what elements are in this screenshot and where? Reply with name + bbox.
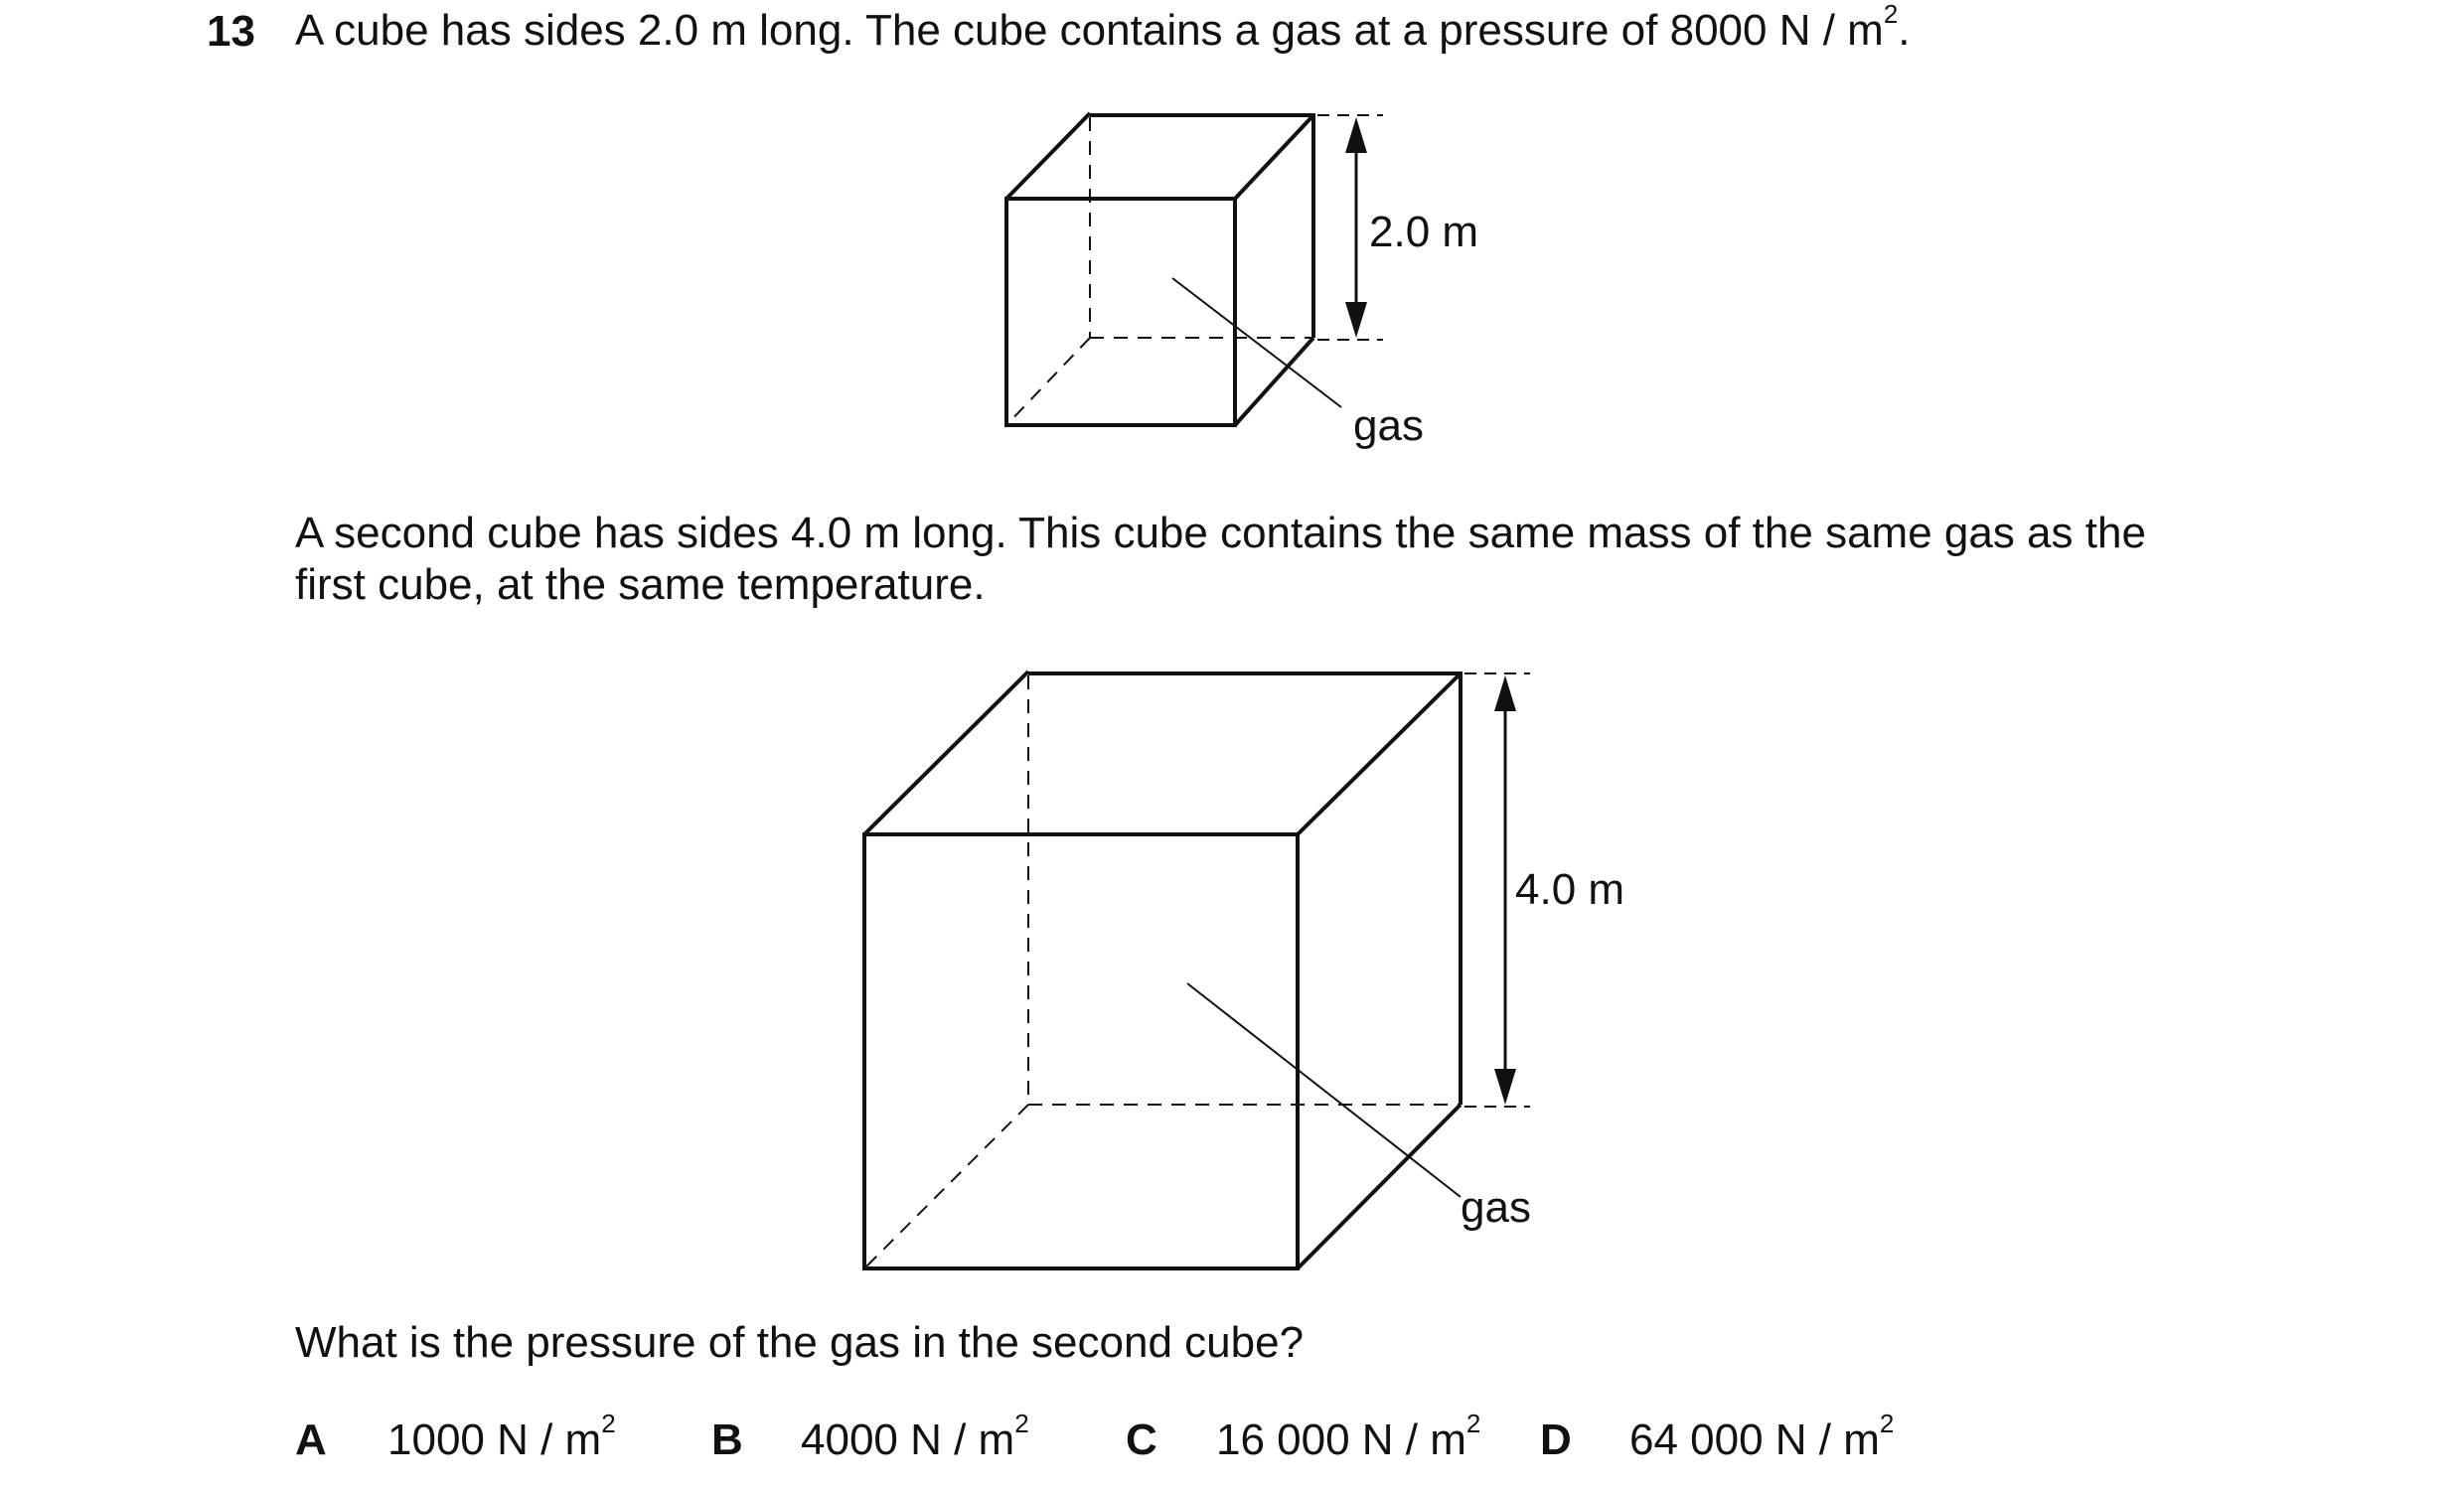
option-c-value[interactable]: [1216, 1409, 1481, 1468]
cube-large-front-face: [864, 834, 1298, 1268]
option-a-value-text: 1000 N / m: [387, 1416, 602, 1464]
option-a-value[interactable]: [387, 1409, 616, 1468]
option-d-letter[interactable]: D: [1540, 1416, 1572, 1464]
second-cube-text-line1: A second cube has sides 4.0 m long. This cube contains the same mass of the same gas as the: [295, 509, 2146, 557]
question-prompt: What is the pressure of the gas in the second cube?: [295, 1318, 1305, 1367]
cube-large-gas-leader: [1187, 983, 1461, 1197]
option-b-letter[interactable]: B: [711, 1416, 743, 1464]
question-intro-text: A cube has sides 2.0 m long. The cube contains a gas at a pressure of 8000 N / m: [295, 6, 1884, 55]
question-number: 13: [207, 7, 255, 56]
cube-large-side-label: 4.0 m: [1515, 865, 1625, 914]
option-c-value-text: 16 000 N / m: [1216, 1416, 1466, 1464]
option-d-value-text: 64 000 N / m: [1629, 1416, 1880, 1464]
option-b-value-text: 4000 N / m: [801, 1416, 1015, 1464]
question-intro-end: .: [1898, 6, 1911, 55]
option-d-superscript: 2: [1879, 1409, 1895, 1438]
option-a-letter[interactable]: A: [295, 1416, 327, 1464]
option-a-superscript: 2: [601, 1409, 616, 1438]
cube-small-side-label: 2.0 m: [1369, 208, 1479, 256]
second-cube-text-line2: first cube, at the same temperature.: [295, 560, 986, 609]
question-intro-superscript: 2: [1883, 0, 1899, 29]
arrowhead-up-icon: [1494, 675, 1516, 711]
option-b-value[interactable]: [801, 1409, 1029, 1468]
arrowhead-down-icon: [1494, 1069, 1516, 1105]
option-c-superscript: 2: [1465, 1409, 1481, 1438]
answer-options: [0, 1409, 2464, 1482]
option-d-value[interactable]: [1629, 1409, 1895, 1468]
option-c-letter[interactable]: C: [1126, 1416, 1157, 1464]
cube-small-gas-label: gas: [1353, 401, 1424, 450]
cube-large-gas-label: gas: [1461, 1183, 1531, 1232]
option-b-superscript: 2: [1014, 1409, 1029, 1438]
